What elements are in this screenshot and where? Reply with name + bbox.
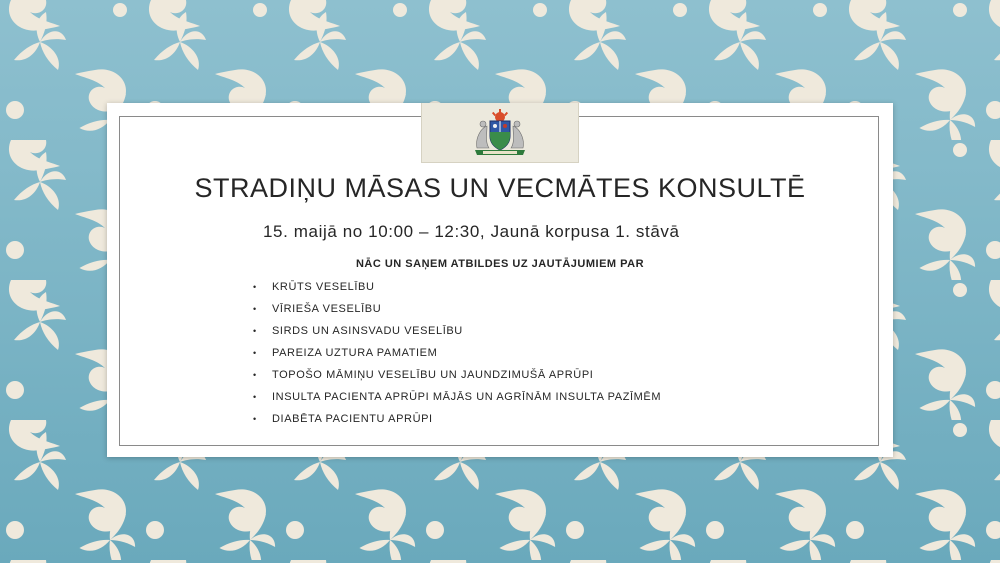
bullet-icon: • — [253, 348, 257, 358]
list-item: • VĪRIEŠA VESELĪBU — [253, 298, 661, 320]
list-item: • DIABĒTA PACIENTU APRŪPI — [253, 408, 661, 430]
list-item: • KRŪTS VESELĪBU — [253, 276, 661, 298]
slide-title: STRADIŅU MĀSAS UN VECMĀTES KONSULTĒ — [194, 173, 806, 203]
bullet-icon: • — [253, 370, 257, 380]
list-item: • PAREIZA UZTURA PAMATIEM — [253, 342, 661, 364]
bullet-icon: • — [253, 282, 257, 292]
list-item: • TOPOŠO MĀMIŅU VESELĪBU UN JAUNDZIMUŠĀ APRŪPI — [253, 364, 661, 386]
list-item: • INSULTA PACIENTA APRŪPI MĀJĀS UN AGRĪNĀM INSULTA PAZĪMĒM — [253, 386, 661, 408]
topic-list — [253, 276, 661, 430]
bullet-icon: • — [253, 326, 257, 336]
logo-panel — [421, 103, 579, 163]
list-item: • SIRDS UN ASINSVADU VESELĪBU — [253, 320, 661, 342]
bullet-icon: • — [253, 392, 257, 402]
coat-of-arms-icon — [469, 108, 531, 158]
list-heading: NĀC UN SAŅEM ATBILDES UZ JAUTĀJUMIEM PAR — [355, 258, 645, 270]
bullet-icon: • — [253, 414, 257, 424]
bullet-icon: • — [253, 304, 257, 314]
slide-subtitle: 15. maijā no 10:00 – 12:30, Jaunā korpusa 1. stāvā — [263, 222, 680, 241]
slide-card — [107, 103, 893, 457]
